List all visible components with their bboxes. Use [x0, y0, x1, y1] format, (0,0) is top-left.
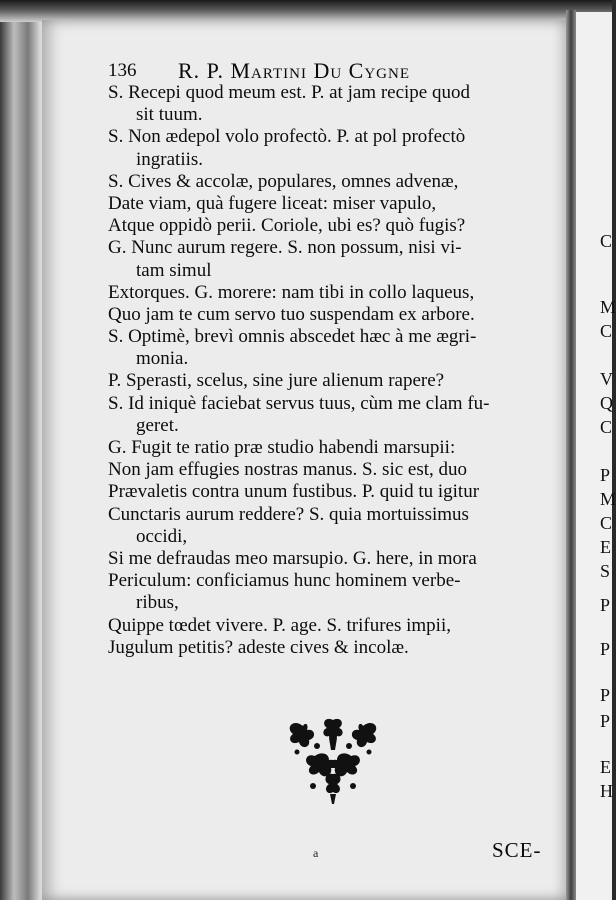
text-line: S. Cives & accolæ, populares, omnes advenæ, [108, 170, 459, 192]
facing-page-letter: P [600, 595, 611, 615]
facing-page-letter: E [600, 537, 611, 557]
catchword: SCE- [492, 838, 542, 862]
facing-page-letter: M [600, 297, 616, 317]
facing-page-letter: P [600, 685, 611, 705]
facing-page-letter: P [600, 465, 611, 485]
text-line: P. Sperasti, scelus, sine jure alienum rapere? [108, 370, 445, 392]
text-line: S. Id iniquè faciebat servus tuus, cùm me clam fu- [108, 392, 490, 414]
facing-page-letter: S [600, 561, 611, 581]
text-line: ingratiis. [136, 148, 204, 170]
facing-page-letter: P [600, 711, 611, 731]
facing-page-letter: C [600, 231, 613, 251]
facing-page-letter: H [600, 781, 613, 801]
text-line: Quippe tœdet vivere. P. age. S. trifures impii, [108, 614, 451, 636]
text-line: Prævaletis contra unum fustibus. P. quid tu igitur [108, 481, 480, 503]
facing-page-letter: C [600, 417, 613, 437]
text-line: tam simul [136, 259, 212, 281]
text-line: Quo jam te cum servo tuo suspendam ex arbore. [108, 303, 475, 325]
facing-page-letter: V [600, 369, 613, 389]
text-line: monia. [136, 348, 189, 370]
facing-page-letter: Q [600, 393, 613, 413]
text-line: occidi, [136, 525, 188, 547]
facing-page-letter: C [600, 513, 613, 533]
text-line: Periculum: conficiamus hunc hominem verbe- [108, 570, 461, 592]
page-number: 136 [108, 60, 137, 81]
text-line: Non jam effugies nostras manus. S. sic est, duo [108, 459, 468, 481]
verse-text [108, 82, 548, 659]
text-line: Jugulum petitis? adeste cives & incolæ. [108, 636, 409, 658]
facing-page-letter: M [600, 489, 616, 509]
text-line: Si me defraudas meo marsupio. G. here, in mora [108, 547, 477, 569]
text-line: geret. [136, 414, 179, 436]
signature-mark: a [313, 846, 319, 860]
text-line: ribus, [136, 592, 179, 614]
text-line: Atque oppidò perii. Coriole, ubi es? quò fugis? [108, 215, 466, 237]
book-gutter [566, 10, 576, 900]
facing-page-letter: E [600, 757, 611, 777]
text-line: S. Optimè, brevì omnis abscedet hæc à me ægri- [108, 326, 477, 348]
text-line: Date viam, quà fugere liceat: miser vapulo, [108, 192, 437, 214]
facing-page-letter: P [600, 639, 611, 659]
text-line: sit tuum. [136, 104, 203, 126]
text-line: Extorques. G. morere: nam tibi in collo laqueus, [108, 281, 475, 303]
running-title: R. P. Martini Du Cygne [178, 58, 411, 83]
fleuron-ornament-icon [283, 716, 383, 804]
text-line: S. Non ædepol volo profectò. P. at pol profectò [108, 126, 466, 148]
facing-page-letter: C [600, 321, 613, 341]
text-line: G. Fugit te ratio præ studio habendi marsupii: [108, 437, 456, 458]
text-line: G. Nunc aurum regere. S. non possum, nisi vi- [108, 237, 462, 259]
book-top-edge [0, 0, 612, 22]
text-line: Cunctaris aurum reddere? S. quia mortuissimus [108, 503, 469, 525]
text-line: S. Recepi quod meum est. P. at jam recipe quod [108, 82, 470, 103]
